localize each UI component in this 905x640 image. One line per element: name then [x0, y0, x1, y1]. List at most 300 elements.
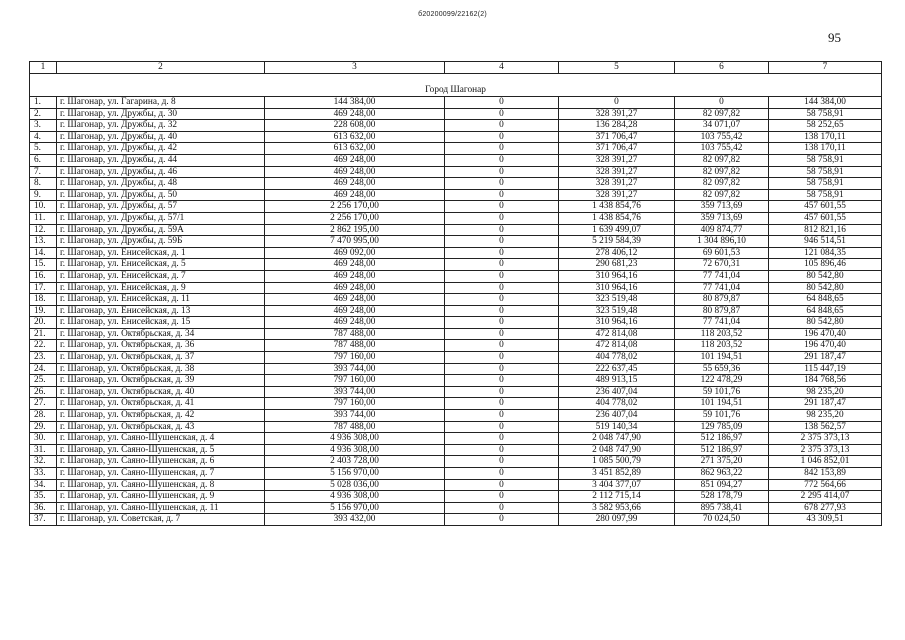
municipal-share-cell: 77 741,04 [675, 270, 769, 282]
address-cell: г. Шагонар, ул. Октябрьская, д. 41 [57, 398, 265, 410]
total-cost-cell: 5 028 036,00 [265, 479, 445, 491]
fund-share-cell: 0 [445, 502, 559, 514]
address-cell: г. Шагонар, ул. Октябрьская, д. 38 [57, 363, 265, 375]
table-row [30, 270, 882, 282]
total-cost-cell: 469 248,00 [265, 294, 445, 306]
region-share-cell: 290 681,23 [559, 259, 675, 271]
total-cost-cell: 469 248,00 [265, 189, 445, 201]
municipal-share-cell: 77 741,04 [675, 317, 769, 329]
municipal-share-cell: 80 879,87 [675, 305, 769, 317]
total-cost-cell: 393 744,00 [265, 363, 445, 375]
region-share-cell: 278 406,12 [559, 247, 675, 259]
fund-share-cell: 0 [445, 444, 559, 456]
address-cell: г. Шагонар, ул. Саяно-Шушенская, д. 9 [57, 491, 265, 503]
section-title-row [30, 85, 882, 97]
municipal-share-cell: 122 478,29 [675, 375, 769, 387]
row-number-cell: 24. [30, 363, 57, 375]
region-share-cell: 404 778,02 [559, 398, 675, 410]
address-cell: г. Шагонар, ул. Октябрьская, д. 39 [57, 375, 265, 387]
table-row [30, 502, 882, 514]
municipal-share-cell: 34 071,07 [675, 120, 769, 132]
table-row [30, 468, 882, 480]
fund-share-cell: 0 [445, 97, 559, 109]
address-cell: г. Шагонар, ул. Дружбы, д. 44 [57, 154, 265, 166]
fund-share-cell: 0 [445, 259, 559, 271]
fund-share-cell: 0 [445, 189, 559, 201]
total-cost-cell: 393 432,00 [265, 514, 445, 526]
column-number: 4 [445, 62, 559, 74]
row-number-cell: 13. [30, 236, 57, 248]
municipal-share-cell: 851 094,27 [675, 479, 769, 491]
total-cost-cell: 469 248,00 [265, 178, 445, 190]
table-row [30, 282, 882, 294]
address-cell: г. Шагонар, ул. Енисейская, д. 11 [57, 294, 265, 306]
address-cell: г. Шагонар, ул. Енисейская, д. 1 [57, 247, 265, 259]
municipal-share-cell: 129 785,09 [675, 421, 769, 433]
fund-share-cell: 0 [445, 294, 559, 306]
fund-share-cell: 0 [445, 433, 559, 445]
row-number-cell: 15. [30, 259, 57, 271]
fund-share-cell: 0 [445, 212, 559, 224]
fund-share-cell: 0 [445, 456, 559, 468]
region-share-cell: 310 964,16 [559, 270, 675, 282]
municipal-share-cell: 82 097,82 [675, 108, 769, 120]
fund-share-cell: 0 [445, 143, 559, 155]
municipal-share-cell: 55 659,36 [675, 363, 769, 375]
fund-share-cell: 0 [445, 154, 559, 166]
total-cost-cell: 5 156 970,00 [265, 468, 445, 480]
owners-share-cell: 98 235,20 [769, 410, 882, 422]
region-share-cell: 404 778,02 [559, 352, 675, 364]
owners-share-cell: 184 768,56 [769, 375, 882, 387]
total-cost-cell: 797 160,00 [265, 375, 445, 387]
row-number-cell: 31. [30, 444, 57, 456]
table-row [30, 143, 882, 155]
table-row [30, 421, 882, 433]
row-number-cell: 10. [30, 201, 57, 213]
row-number-cell: 23. [30, 352, 57, 364]
table-row [30, 444, 882, 456]
table-row [30, 201, 882, 213]
address-cell: г. Шагонар, ул. Саяно-Шушенская, д. 11 [57, 502, 265, 514]
row-number-cell: 17. [30, 282, 57, 294]
total-cost-cell: 469 248,00 [265, 282, 445, 294]
fund-share-cell: 0 [445, 178, 559, 190]
municipal-share-cell: 409 874,77 [675, 224, 769, 236]
municipal-share-cell: 118 203,52 [675, 340, 769, 352]
address-cell: г. Шагонар, ул. Октябрьская, д. 37 [57, 352, 265, 364]
owners-share-cell: 58 758,91 [769, 166, 882, 178]
owners-share-cell: 946 514,51 [769, 236, 882, 248]
municipal-share-cell: 118 203,52 [675, 328, 769, 340]
page-number: 95 [828, 30, 841, 45]
municipal-share-cell: 70 024,50 [675, 514, 769, 526]
fund-share-cell: 0 [445, 108, 559, 120]
region-share-cell: 323 519,48 [559, 305, 675, 317]
total-cost-cell: 4 936 308,00 [265, 491, 445, 503]
region-share-cell: 136 284,28 [559, 120, 675, 132]
region-share-cell: 222 637,45 [559, 363, 675, 375]
owners-share-cell: 58 252,65 [769, 120, 882, 132]
region-share-cell: 3 582 953,66 [559, 502, 675, 514]
row-number-cell: 5. [30, 143, 57, 155]
region-share-cell: 1 438 854,76 [559, 212, 675, 224]
owners-share-cell: 2 295 414,07 [769, 491, 882, 503]
total-cost-cell: 393 744,00 [265, 410, 445, 422]
municipal-share-cell: 271 375,20 [675, 456, 769, 468]
owners-share-cell: 812 821,16 [769, 224, 882, 236]
table-row [30, 259, 882, 271]
owners-share-cell: 2 375 373,13 [769, 433, 882, 445]
address-cell: г. Шагонар, ул. Енисейская, д. 15 [57, 317, 265, 329]
row-number-cell: 20. [30, 317, 57, 329]
municipal-share-cell: 101 194,51 [675, 398, 769, 410]
total-cost-cell: 2 403 728,00 [265, 456, 445, 468]
total-cost-cell: 2 256 170,00 [265, 212, 445, 224]
column-number: 5 [559, 62, 675, 74]
region-share-cell: 328 391,27 [559, 189, 675, 201]
fund-share-cell: 0 [445, 166, 559, 178]
fund-share-cell: 0 [445, 224, 559, 236]
region-share-cell: 2 048 747,90 [559, 433, 675, 445]
table-row [30, 328, 882, 340]
address-cell: г. Шагонар, ул. Дружбы, д. 32 [57, 120, 265, 132]
table-row [30, 410, 882, 422]
column-number: 3 [265, 62, 445, 74]
spacer-cell [30, 74, 882, 86]
total-cost-cell: 787 488,00 [265, 340, 445, 352]
fund-share-cell: 0 [445, 282, 559, 294]
owners-share-cell: 138 170,11 [769, 131, 882, 143]
total-cost-cell: 393 744,00 [265, 386, 445, 398]
owners-share-cell: 64 848,65 [769, 305, 882, 317]
row-number-cell: 26. [30, 386, 57, 398]
region-share-cell: 328 391,27 [559, 166, 675, 178]
table-row [30, 398, 882, 410]
total-cost-cell: 797 160,00 [265, 352, 445, 364]
fund-share-cell: 0 [445, 131, 559, 143]
region-share-cell: 3 451 852,89 [559, 468, 675, 480]
region-share-cell: 323 519,48 [559, 294, 675, 306]
fund-share-cell: 0 [445, 352, 559, 364]
table-row [30, 317, 882, 329]
fund-share-cell: 0 [445, 410, 559, 422]
table-row [30, 479, 882, 491]
owners-share-cell: 64 848,65 [769, 294, 882, 306]
table-row [30, 224, 882, 236]
fund-share-cell: 0 [445, 305, 559, 317]
table-row [30, 189, 882, 201]
municipal-share-cell: 359 713,69 [675, 201, 769, 213]
region-share-cell: 489 913,15 [559, 375, 675, 387]
owners-share-cell: 105 896,46 [769, 259, 882, 271]
address-cell: г. Шагонар, ул. Енисейская, д. 5 [57, 259, 265, 271]
table-row [30, 491, 882, 503]
region-share-cell: 0 [559, 97, 675, 109]
fund-share-cell: 0 [445, 398, 559, 410]
region-share-cell: 236 407,04 [559, 386, 675, 398]
municipal-share-cell: 101 194,51 [675, 352, 769, 364]
table-row [30, 166, 882, 178]
row-number-cell: 27. [30, 398, 57, 410]
document-id: б20200099/22162(2) [418, 11, 487, 18]
fund-share-cell: 0 [445, 201, 559, 213]
total-cost-cell: 469 248,00 [265, 166, 445, 178]
fund-share-cell: 0 [445, 270, 559, 282]
owners-share-cell: 43 309,51 [769, 514, 882, 526]
owners-share-cell: 678 277,93 [769, 502, 882, 514]
municipal-share-cell: 512 186,97 [675, 444, 769, 456]
table-row [30, 375, 882, 387]
owners-share-cell: 58 758,91 [769, 178, 882, 190]
region-share-cell: 1 639 499,07 [559, 224, 675, 236]
region-share-cell: 519 140,34 [559, 421, 675, 433]
table-row [30, 178, 882, 190]
owners-share-cell: 842 153,89 [769, 468, 882, 480]
total-cost-cell: 469 248,00 [265, 259, 445, 271]
owners-share-cell: 291 187,47 [769, 398, 882, 410]
owners-share-cell: 772 564,66 [769, 479, 882, 491]
region-share-cell: 472 814,08 [559, 328, 675, 340]
municipal-share-cell: 82 097,82 [675, 154, 769, 166]
owners-share-cell: 1 046 852,01 [769, 456, 882, 468]
row-number-cell: 29. [30, 421, 57, 433]
housing-table [29, 61, 882, 526]
total-cost-cell: 5 156 970,00 [265, 502, 445, 514]
region-share-cell: 472 814,08 [559, 340, 675, 352]
fund-share-cell: 0 [445, 328, 559, 340]
owners-share-cell: 80 542,80 [769, 270, 882, 282]
row-number-cell: 32. [30, 456, 57, 468]
total-cost-cell: 469 248,00 [265, 270, 445, 282]
row-number-cell: 30. [30, 433, 57, 445]
municipal-share-cell: 59 101,76 [675, 386, 769, 398]
owners-share-cell: 138 170,11 [769, 143, 882, 155]
address-cell: г. Шагонар, ул. Гагарина, д. 8 [57, 97, 265, 109]
region-share-cell: 5 219 584,39 [559, 236, 675, 248]
table-row [30, 340, 882, 352]
municipal-share-cell: 895 738,41 [675, 502, 769, 514]
table-row [30, 154, 882, 166]
fund-share-cell: 0 [445, 363, 559, 375]
row-number-cell: 34. [30, 479, 57, 491]
row-number-cell: 19. [30, 305, 57, 317]
row-number-cell: 25. [30, 375, 57, 387]
total-cost-cell: 4 936 308,00 [265, 444, 445, 456]
owners-share-cell: 115 447,19 [769, 363, 882, 375]
table-row [30, 247, 882, 259]
address-cell: г. Шагонар, ул. Октябрьская, д. 43 [57, 421, 265, 433]
address-cell: г. Шагонар, ул. Дружбы, д. 57/1 [57, 212, 265, 224]
owners-share-cell: 2 375 373,13 [769, 444, 882, 456]
owners-share-cell: 457 601,55 [769, 201, 882, 213]
region-share-cell: 328 391,27 [559, 154, 675, 166]
address-cell: г. Шагонар, ул. Енисейская, д. 9 [57, 282, 265, 294]
total-cost-cell: 228 608,00 [265, 120, 445, 132]
region-share-cell: 2 112 715,14 [559, 491, 675, 503]
row-number-cell: 4. [30, 131, 57, 143]
total-cost-cell: 469 248,00 [265, 317, 445, 329]
row-number-cell: 6. [30, 154, 57, 166]
address-cell: г. Шагонар, ул. Дружбы, д. 57 [57, 201, 265, 213]
column-number: 1 [30, 62, 57, 74]
address-cell: г. Шагонар, ул. Дружбы, д. 40 [57, 131, 265, 143]
municipal-share-cell: 528 178,79 [675, 491, 769, 503]
fund-share-cell: 0 [445, 247, 559, 259]
row-number-cell: 35. [30, 491, 57, 503]
municipal-share-cell: 103 755,42 [675, 131, 769, 143]
owners-share-cell: 144 384,00 [769, 97, 882, 109]
column-number: 2 [57, 62, 265, 74]
section-title: Город Шагонар [30, 85, 882, 97]
region-share-cell: 310 964,16 [559, 282, 675, 294]
region-share-cell: 280 097,99 [559, 514, 675, 526]
address-cell: г. Шагонар, ул. Саяно-Шушенская, д. 6 [57, 456, 265, 468]
table-row [30, 108, 882, 120]
table-row [30, 386, 882, 398]
region-share-cell: 236 407,04 [559, 410, 675, 422]
row-number-cell: 36. [30, 502, 57, 514]
municipal-share-cell: 82 097,82 [675, 166, 769, 178]
region-share-cell: 2 048 747,90 [559, 444, 675, 456]
table-row [30, 433, 882, 445]
table-row [30, 120, 882, 132]
owners-share-cell: 58 758,91 [769, 189, 882, 201]
column-number: 6 [675, 62, 769, 74]
table-row [30, 305, 882, 317]
total-cost-cell: 797 160,00 [265, 398, 445, 410]
municipal-share-cell: 103 755,42 [675, 143, 769, 155]
address-cell: г. Шагонар, ул. Дружбы, д. 50 [57, 189, 265, 201]
total-cost-cell: 2 256 170,00 [265, 201, 445, 213]
region-share-cell: 371 706,47 [559, 131, 675, 143]
row-number-cell: 8. [30, 178, 57, 190]
table-row [30, 212, 882, 224]
row-number-cell: 1. [30, 97, 57, 109]
address-cell: г. Шагонар, ул. Советская, д. 7 [57, 514, 265, 526]
owners-share-cell: 196 470,40 [769, 328, 882, 340]
address-cell: г. Шагонар, ул. Дружбы, д. 59Б [57, 236, 265, 248]
table-row [30, 131, 882, 143]
owners-share-cell: 121 084,35 [769, 247, 882, 259]
total-cost-cell: 469 092,00 [265, 247, 445, 259]
fund-share-cell: 0 [445, 468, 559, 480]
municipal-share-cell: 72 670,31 [675, 259, 769, 271]
total-cost-cell: 469 248,00 [265, 154, 445, 166]
owners-share-cell: 291 187,47 [769, 352, 882, 364]
total-cost-cell: 7 470 995,00 [265, 236, 445, 248]
address-cell: г. Шагонар, ул. Саяно-Шушенская, д. 7 [57, 468, 265, 480]
address-cell: г. Шагонар, ул. Октябрьская, д. 36 [57, 340, 265, 352]
owners-share-cell: 58 758,91 [769, 108, 882, 120]
owners-share-cell: 80 542,80 [769, 282, 882, 294]
total-cost-cell: 469 248,00 [265, 108, 445, 120]
municipal-share-cell: 69 601,53 [675, 247, 769, 259]
row-number-cell: 3. [30, 120, 57, 132]
municipal-share-cell: 862 963,22 [675, 468, 769, 480]
address-cell: г. Шагонар, ул. Октябрьская, д. 40 [57, 386, 265, 398]
owners-share-cell: 196 470,40 [769, 340, 882, 352]
row-number-cell: 2. [30, 108, 57, 120]
column-number: 7 [769, 62, 882, 74]
total-cost-cell: 787 488,00 [265, 421, 445, 433]
municipal-share-cell: 82 097,82 [675, 178, 769, 190]
row-number-cell: 9. [30, 189, 57, 201]
row-number-cell: 37. [30, 514, 57, 526]
address-cell: г. Шагонар, ул. Дружбы, д. 59А [57, 224, 265, 236]
table-row [30, 352, 882, 364]
region-share-cell: 3 404 377,07 [559, 479, 675, 491]
row-number-cell: 21. [30, 328, 57, 340]
fund-share-cell: 0 [445, 386, 559, 398]
municipal-share-cell: 359 713,69 [675, 212, 769, 224]
fund-share-cell: 0 [445, 375, 559, 387]
spacer-row [30, 74, 882, 86]
address-cell: г. Шагонар, ул. Октябрьская, д. 42 [57, 410, 265, 422]
municipal-share-cell: 512 186,97 [675, 433, 769, 445]
row-number-cell: 16. [30, 270, 57, 282]
total-cost-cell: 2 862 195,00 [265, 224, 445, 236]
total-cost-cell: 144 384,00 [265, 97, 445, 109]
address-cell: г. Шагонар, ул. Енисейская, д. 13 [57, 305, 265, 317]
municipal-share-cell: 82 097,82 [675, 189, 769, 201]
total-cost-cell: 613 632,00 [265, 143, 445, 155]
row-number-cell: 11. [30, 212, 57, 224]
fund-share-cell: 0 [445, 479, 559, 491]
fund-share-cell: 0 [445, 421, 559, 433]
region-share-cell: 371 706,47 [559, 143, 675, 155]
owners-share-cell: 138 562,57 [769, 421, 882, 433]
total-cost-cell: 4 936 308,00 [265, 433, 445, 445]
row-number-cell: 28. [30, 410, 57, 422]
region-share-cell: 328 391,27 [559, 108, 675, 120]
fund-share-cell: 0 [445, 514, 559, 526]
owners-share-cell: 80 542,80 [769, 317, 882, 329]
row-number-cell: 7. [30, 166, 57, 178]
row-number-cell: 33. [30, 468, 57, 480]
fund-share-cell: 0 [445, 120, 559, 132]
address-cell: г. Шагонар, ул. Саяно-Шушенская, д. 5 [57, 444, 265, 456]
fund-share-cell: 0 [445, 491, 559, 503]
owners-share-cell: 98 235,20 [769, 386, 882, 398]
municipal-share-cell: 77 741,04 [675, 282, 769, 294]
municipal-share-cell: 0 [675, 97, 769, 109]
total-cost-cell: 469 248,00 [265, 305, 445, 317]
municipal-share-cell: 1 304 896,10 [675, 236, 769, 248]
address-cell: г. Шагонар, ул. Дружбы, д. 42 [57, 143, 265, 155]
municipal-share-cell: 80 879,87 [675, 294, 769, 306]
address-cell: г. Шагонар, ул. Саяно-Шушенская, д. 4 [57, 433, 265, 445]
municipal-share-cell: 59 101,76 [675, 410, 769, 422]
row-number-cell: 14. [30, 247, 57, 259]
column-number-row [30, 62, 882, 74]
region-share-cell: 1 085 500,79 [559, 456, 675, 468]
fund-share-cell: 0 [445, 340, 559, 352]
address-cell: г. Шагонар, ул. Октябрьская, д. 34 [57, 328, 265, 340]
address-cell: г. Шагонар, ул. Саяно-Шушенская, д. 8 [57, 479, 265, 491]
total-cost-cell: 613 632,00 [265, 131, 445, 143]
table-row [30, 363, 882, 375]
row-number-cell: 12. [30, 224, 57, 236]
table-row [30, 294, 882, 306]
row-number-cell: 22. [30, 340, 57, 352]
region-share-cell: 1 438 854,76 [559, 201, 675, 213]
table-row [30, 97, 882, 109]
table-row [30, 456, 882, 468]
row-number-cell: 18. [30, 294, 57, 306]
address-cell: г. Шагонар, ул. Енисейская, д. 7 [57, 270, 265, 282]
table-row [30, 236, 882, 248]
